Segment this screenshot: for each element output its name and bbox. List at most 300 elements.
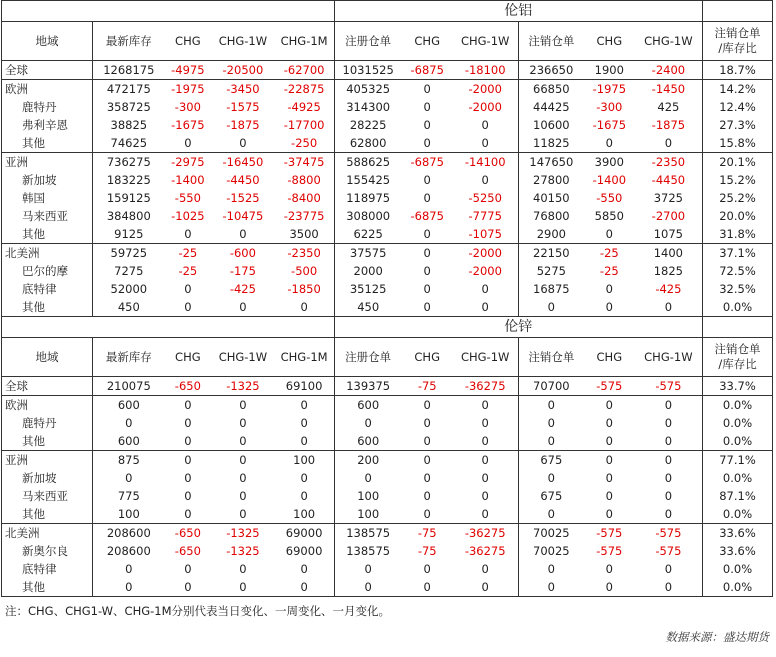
value-cell: 0 <box>518 396 584 415</box>
value-cell: 1268175 <box>93 61 165 80</box>
value-cell: -5250 <box>468 191 502 205</box>
value-cell: 0 <box>423 489 431 503</box>
region-cell: 鹿特丹 <box>2 414 93 432</box>
table-row <box>2 524 773 543</box>
column-header: 地域 <box>2 338 93 377</box>
value-cell: 600 <box>334 432 402 451</box>
value-cell: -25 <box>165 244 212 263</box>
value-cell: 37575 <box>334 244 402 263</box>
value-cell: -23775 <box>283 209 325 223</box>
value-cell: 0 <box>664 300 673 314</box>
value-cell: 0 <box>300 300 308 314</box>
value-cell: -575 <box>596 544 623 558</box>
column-header: CHG <box>165 338 212 377</box>
region-cell: 巴尔的摩 <box>2 262 93 280</box>
value-cell: 44425 <box>518 98 584 116</box>
table-row <box>2 189 773 207</box>
value-cell: -250 <box>291 136 318 150</box>
column-header: CHG <box>584 22 635 61</box>
value-cell: -575 <box>584 524 635 543</box>
value-cell: 0 <box>584 396 635 415</box>
value-cell: 0 <box>402 80 453 99</box>
value-cell: 736275 <box>93 153 165 172</box>
value-cell: -550 <box>174 191 201 205</box>
value-cell: 0 <box>664 562 673 576</box>
value-cell: -8400 <box>287 191 321 205</box>
value-cell: -650 <box>174 544 201 558</box>
value-cell: -22875 <box>275 80 334 99</box>
value-cell: 0 <box>184 227 192 241</box>
value-cell: -4450 <box>226 173 260 187</box>
value-cell: 1031525 <box>334 61 402 80</box>
value-cell: -425 <box>655 282 682 296</box>
value-cell: 1900 <box>594 63 624 77</box>
value-cell: 875 <box>93 451 165 470</box>
value-cell: 0 <box>453 451 519 470</box>
value-cell: 66850 <box>518 80 584 99</box>
value-cell: 5850 <box>594 209 624 223</box>
column-header: 注册仓单 <box>334 338 402 377</box>
value-cell: -550 <box>596 191 623 205</box>
column-header-line: 注销仓单 <box>714 342 761 356</box>
table-row <box>2 134 773 153</box>
value-cell: 0 <box>165 451 212 470</box>
value-cell: 0 <box>605 434 613 448</box>
value-cell: -2000 <box>453 80 519 99</box>
table-row <box>2 487 773 505</box>
value-cell: -8800 <box>287 173 321 187</box>
value-cell: -36275 <box>464 544 506 558</box>
value-cell: -175 <box>229 264 256 278</box>
value-cell: 0 <box>423 173 431 187</box>
value-cell: -2000 <box>468 264 502 278</box>
value-cell: 25.2% <box>703 189 773 207</box>
value-cell: -6875 <box>402 153 453 172</box>
value-cell: 0 <box>423 227 431 241</box>
value-cell: 0 <box>664 136 673 150</box>
value-cell: 675 <box>518 487 584 505</box>
section-title-spacer <box>2 317 335 338</box>
value-cell: 0 <box>334 560 402 578</box>
table-row <box>2 153 773 172</box>
value-cell: 0 <box>453 396 519 415</box>
footnote: 注：CHG、CHG1-W、CHG-1M分别代表当日变化、一周变化、一月变化。 <box>5 604 391 618</box>
value-cell: 0.0% <box>703 560 773 578</box>
value-cell: 0 <box>453 578 519 597</box>
value-cell: 0 <box>423 562 431 576</box>
value-cell: 0 <box>664 507 673 521</box>
value-cell: 0 <box>423 300 431 314</box>
table-row <box>2 298 773 317</box>
region-cell: 弗利辛恩 <box>2 116 93 134</box>
section-title-spacer <box>703 317 773 338</box>
value-cell: 33.6% <box>703 524 773 543</box>
column-header: 注册仓单 <box>334 22 402 61</box>
value-cell: -75 <box>417 379 437 393</box>
value-cell: 72.5% <box>703 262 773 280</box>
value-cell: -1975 <box>165 80 212 99</box>
value-cell: 0 <box>300 434 308 448</box>
value-cell: 139375 <box>334 377 402 396</box>
value-cell: 384800 <box>93 207 165 225</box>
value-cell: -1525 <box>226 191 260 205</box>
value-cell: 0 <box>423 118 431 132</box>
value-cell: 0 <box>334 414 402 432</box>
region-cell: 全球 <box>2 61 93 80</box>
value-cell: 0.0% <box>703 578 773 597</box>
value-cell: 0 <box>605 489 613 503</box>
value-cell: 100 <box>334 505 402 524</box>
value-cell: -1675 <box>592 118 627 132</box>
region-cell: 全球 <box>2 377 93 396</box>
region-cell: 马来西亚 <box>2 487 93 505</box>
value-cell: -36275 <box>453 524 519 543</box>
section-title: 伦锌 <box>334 317 703 338</box>
table-row <box>2 451 773 470</box>
table-row <box>2 280 773 298</box>
column-header-row <box>2 338 773 377</box>
column-header: CHG <box>402 338 453 377</box>
value-cell: 208600 <box>93 524 165 543</box>
value-cell: 0 <box>635 578 703 597</box>
section-title-spacer <box>703 1 773 22</box>
table-row <box>2 432 773 451</box>
value-cell: -1325 <box>211 524 275 543</box>
value-cell: -4975 <box>171 63 205 77</box>
value-cell: 138575 <box>334 524 402 543</box>
value-cell: 2900 <box>518 225 584 244</box>
column-header: CHG-1M <box>275 338 334 377</box>
column-header: CHG-1W <box>635 22 703 61</box>
value-cell: 15.8% <box>703 134 773 153</box>
value-cell: 0 <box>211 451 275 470</box>
column-header-row <box>2 22 773 61</box>
region-cell: 北美洲 <box>2 524 93 543</box>
value-cell: -1025 <box>171 209 205 223</box>
region-cell: 其他 <box>2 134 93 153</box>
data-source: 数据来源：盛达期货 <box>665 630 769 644</box>
region-cell: 其他 <box>2 298 93 317</box>
value-cell: 0 <box>518 414 584 432</box>
value-cell: 0 <box>239 300 247 314</box>
value-cell: 0 <box>423 507 431 521</box>
value-cell: -4925 <box>287 100 321 114</box>
value-cell: -37475 <box>275 153 334 172</box>
value-cell: 3725 <box>653 191 684 205</box>
value-cell: -1850 <box>287 282 321 296</box>
value-cell: 0 <box>664 489 673 503</box>
region-cell: 其他 <box>2 432 93 451</box>
value-cell: 0 <box>239 562 247 576</box>
value-cell: 0 <box>184 489 192 503</box>
value-cell: 0 <box>211 396 275 415</box>
section-title: 伦铝 <box>334 1 703 22</box>
value-cell: 20.1% <box>703 153 773 172</box>
value-cell: 0 <box>402 396 453 415</box>
section-title-row <box>2 1 773 22</box>
value-cell: 0 <box>481 282 489 296</box>
value-cell: 588625 <box>334 153 402 172</box>
value-cell: 358725 <box>93 98 165 116</box>
section-title-row <box>2 317 773 338</box>
value-cell: 20.0% <box>703 207 773 225</box>
value-cell: 775 <box>93 487 165 505</box>
column-header: CHG-1W <box>211 22 275 61</box>
value-cell: 2000 <box>334 262 402 280</box>
value-cell: -1400 <box>171 173 205 187</box>
column-header-line: /库存比 <box>718 41 757 55</box>
value-cell: 0 <box>481 434 489 448</box>
value-cell: 159125 <box>93 189 165 207</box>
value-cell: 3500 <box>289 227 319 241</box>
column-header-line: /库存比 <box>718 357 757 371</box>
region-cell: 底特律 <box>2 560 93 578</box>
value-cell: 100 <box>275 451 334 470</box>
value-cell: 100 <box>334 487 402 505</box>
value-cell: 0 <box>184 416 192 430</box>
value-cell: -2350 <box>635 153 703 172</box>
value-cell: 0 <box>605 282 613 296</box>
value-cell: 0 <box>518 505 584 524</box>
value-cell: 0 <box>184 507 192 521</box>
table-row <box>2 542 773 560</box>
value-cell: 0 <box>239 227 247 241</box>
value-cell: -1400 <box>592 173 627 187</box>
value-cell: 675 <box>518 451 584 470</box>
value-cell: 32.5% <box>703 280 773 298</box>
value-cell: 0 <box>93 560 165 578</box>
value-cell: 77.1% <box>703 451 773 470</box>
table-row <box>2 225 773 244</box>
value-cell: 0 <box>518 432 584 451</box>
value-cell: 600 <box>334 396 402 415</box>
region-cell: 新奥尔良 <box>2 542 93 560</box>
value-cell: 0 <box>300 416 308 430</box>
value-cell: 70025 <box>518 542 584 560</box>
value-cell: 5275 <box>518 262 584 280</box>
value-cell: 0 <box>93 578 165 597</box>
value-cell: 100 <box>293 507 316 521</box>
value-cell: -1450 <box>635 80 703 99</box>
value-cell: -10475 <box>222 209 264 223</box>
column-header: CHG-1W <box>453 338 519 377</box>
value-cell: 0 <box>93 414 165 432</box>
value-cell: 9125 <box>93 225 165 244</box>
value-cell: 11825 <box>518 134 584 153</box>
value-cell: 14.2% <box>703 80 773 99</box>
value-cell: 33.6% <box>703 542 773 560</box>
value-cell: 70025 <box>518 524 584 543</box>
region-cell: 欧洲 <box>2 80 93 99</box>
value-cell: 0 <box>184 282 192 296</box>
value-cell: 314300 <box>334 98 402 116</box>
column-header-line: 注销仓单 <box>714 26 761 40</box>
region-cell: 欧洲 <box>2 396 93 415</box>
value-cell: 0 <box>423 434 431 448</box>
value-cell: -1875 <box>651 118 686 132</box>
region-cell: 亚洲 <box>2 451 93 470</box>
value-cell: 0 <box>605 300 613 314</box>
value-cell: 28225 <box>334 116 402 134</box>
column-header: CHG <box>165 22 212 61</box>
value-cell: 0 <box>184 300 192 314</box>
value-cell: 0.0% <box>703 505 773 524</box>
value-cell: 59725 <box>93 244 165 263</box>
value-cell: 600 <box>93 432 165 451</box>
value-cell: 0 <box>165 396 212 415</box>
value-cell: 118975 <box>334 189 402 207</box>
value-cell: -20500 <box>222 63 264 77</box>
table-row <box>2 560 773 578</box>
table-row <box>2 414 773 432</box>
value-cell: 450 <box>334 298 402 317</box>
value-cell: 0 <box>184 562 192 576</box>
value-cell: 37.1% <box>703 244 773 263</box>
value-cell: 0 <box>239 507 247 521</box>
value-cell: -4450 <box>651 173 686 187</box>
value-cell: -1075 <box>468 227 502 241</box>
value-cell: 70700 <box>518 377 584 396</box>
table-row <box>2 244 773 263</box>
value-cell: 0 <box>275 578 334 597</box>
value-cell: -75 <box>402 524 453 543</box>
value-cell: 0 <box>275 396 334 415</box>
value-cell: 0 <box>211 578 275 597</box>
region-cell: 鹿特丹 <box>2 98 93 116</box>
value-cell: 0 <box>239 416 247 430</box>
value-cell: -2700 <box>651 209 686 223</box>
section-title-spacer <box>2 1 335 22</box>
inventory-table <box>1 0 773 597</box>
region-cell: 其他 <box>2 578 93 597</box>
value-cell: -425 <box>229 282 256 296</box>
value-cell: 0 <box>423 100 431 114</box>
region-cell: 新加坡 <box>2 171 93 189</box>
value-cell: -2350 <box>275 244 334 263</box>
value-cell: 600 <box>93 396 165 415</box>
value-cell: -6875 <box>410 209 444 223</box>
column-header <box>703 338 773 377</box>
value-cell: -1975 <box>584 80 635 99</box>
value-cell: 1075 <box>653 227 684 241</box>
value-cell: -575 <box>655 544 682 558</box>
column-header: 注销仓单 <box>518 338 584 377</box>
region-cell: 底特律 <box>2 280 93 298</box>
value-cell: 0 <box>423 416 431 430</box>
value-cell: 6225 <box>334 225 402 244</box>
value-cell: 0 <box>635 396 703 415</box>
table-row <box>2 98 773 116</box>
value-cell: 0 <box>481 173 489 187</box>
value-cell: 0 <box>300 471 308 485</box>
value-cell: -16450 <box>211 153 275 172</box>
value-cell: -2400 <box>651 63 686 77</box>
value-cell: -1875 <box>226 118 260 132</box>
region-cell: 亚洲 <box>2 153 93 172</box>
column-header: CHG-1W <box>211 338 275 377</box>
value-cell: 16875 <box>518 280 584 298</box>
value-cell: 0 <box>518 560 584 578</box>
value-cell: 0 <box>605 562 613 576</box>
table-row <box>2 396 773 415</box>
value-cell: 0 <box>334 578 402 597</box>
value-cell: -1325 <box>226 544 260 558</box>
column-header: 地域 <box>2 22 93 61</box>
value-cell: 62800 <box>334 134 402 153</box>
value-cell: 0 <box>518 578 584 597</box>
value-cell: -6875 <box>410 63 444 77</box>
column-header: 最新库存 <box>93 338 165 377</box>
table-row <box>2 262 773 280</box>
value-cell: 147650 <box>518 153 584 172</box>
value-cell: -3450 <box>211 80 275 99</box>
value-cell: -75 <box>417 544 437 558</box>
value-cell: 450 <box>93 298 165 317</box>
region-cell: 其他 <box>2 225 93 244</box>
value-cell: 18.7% <box>703 61 773 80</box>
value-cell: -7775 <box>468 209 502 223</box>
column-header <box>703 22 773 61</box>
value-cell: 12.4% <box>703 98 773 116</box>
value-cell: 0 <box>518 469 584 487</box>
value-cell: 308000 <box>334 207 402 225</box>
value-cell: 0 <box>239 489 247 503</box>
value-cell: 200 <box>334 451 402 470</box>
value-cell: 0 <box>664 471 673 485</box>
value-cell: 0 <box>334 469 402 487</box>
region-cell: 新加坡 <box>2 469 93 487</box>
value-cell: 472175 <box>93 80 165 99</box>
table-row <box>2 61 773 80</box>
value-cell: 52000 <box>93 280 165 298</box>
value-cell: 210075 <box>93 377 165 396</box>
value-cell: -25 <box>599 264 619 278</box>
value-cell: 0 <box>481 471 489 485</box>
value-cell: 0 <box>184 471 192 485</box>
value-cell: 0.0% <box>703 414 773 432</box>
value-cell: -500 <box>291 264 318 278</box>
value-cell: 0 <box>481 562 489 576</box>
table-row <box>2 469 773 487</box>
value-cell: 27.3% <box>703 116 773 134</box>
value-cell: -650 <box>165 524 212 543</box>
value-cell: -575 <box>655 379 682 393</box>
value-cell: 0 <box>423 191 431 205</box>
value-cell: 0 <box>423 264 431 278</box>
value-cell: 0 <box>605 136 613 150</box>
value-cell: 0.0% <box>703 396 773 415</box>
value-cell: 40150 <box>518 189 584 207</box>
value-cell: -1675 <box>171 118 205 132</box>
value-cell: 208600 <box>93 542 165 560</box>
value-cell: 69000 <box>285 544 323 558</box>
column-header: CHG <box>584 338 635 377</box>
value-cell: 0 <box>481 507 489 521</box>
table-row <box>2 207 773 225</box>
table-row <box>2 578 773 597</box>
value-cell: -1325 <box>226 379 260 393</box>
value-cell: 3900 <box>584 153 635 172</box>
value-cell: -62700 <box>283 63 325 77</box>
value-cell: 405325 <box>334 80 402 99</box>
value-cell: -2000 <box>468 100 502 114</box>
column-header: 最新库存 <box>93 22 165 61</box>
column-header: CHG-1M <box>275 22 334 61</box>
value-cell: -650 <box>174 379 201 393</box>
value-cell: 0 <box>402 244 453 263</box>
value-cell: 0 <box>664 434 673 448</box>
value-cell: 138575 <box>334 542 402 560</box>
